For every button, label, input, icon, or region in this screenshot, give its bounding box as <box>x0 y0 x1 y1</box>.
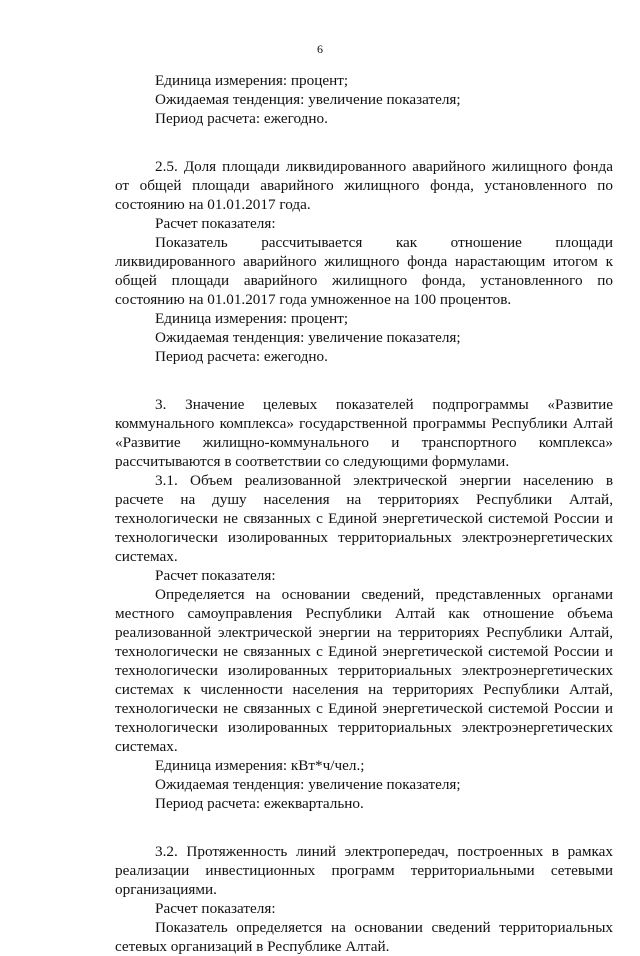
section-2-5-calc-label: Расчет показателя: <box>155 215 276 232</box>
section-3-2-calc-text: Показатель определяется на основании сведений территориальных сетевых организаций в Республике Алтай. <box>115 919 613 955</box>
period-line: Период расчета: ежегодно. <box>155 110 328 127</box>
unit-line: Единица измерения: процент; <box>155 72 349 89</box>
page-number: 6 <box>317 42 323 56</box>
section-3-2-calc-label: Расчет показателя: <box>155 900 276 917</box>
section-3-1-period: Период расчета: ежеквартально. <box>155 795 364 812</box>
section-2-5-trend: Ожидаемая тенденция: увеличение показателя; <box>155 329 461 346</box>
section-2-5-calc-text: Показатель рассчитывается как отношение площади ликвидированного аварийного жилищного фонда нарастающим итогом к общей площади аварийного жилищного фонда, установленного по состоянию на 01.01.2017 года умноженное на 100 процентов. <box>115 234 613 308</box>
section-3-1-heading: 3.1. Объем реализованной электрической энергии населению в расчете на душу населения на территориях Республики Алтай, технологически не связанных с Единой энергетической системой России и технологически изолированных территориальных электроэнергетических системах. <box>115 472 613 565</box>
trend-line: Ожидаемая тенденция: увеличение показателя; <box>155 91 461 108</box>
section-3-intro: 3. Значение целевых показателей подпрограммы «Развитие коммунального комплекса» государственной программы Республики Алтай «Развитие жилищно-коммунального и транспортного комплекса» рассчитываются в соответствии со следующими формулами. <box>115 396 613 470</box>
section-2-5-period: Период расчета: ежегодно. <box>155 348 328 365</box>
section-3-1-trend: Ожидаемая тенденция: увеличение показателя; <box>155 776 461 793</box>
section-2-5-heading: 2.5. Доля площади ликвидированного аварийного жилищного фонда от общей площади аварийного жилищного фонда, установленного по состоянию на 01.01.2017 года. <box>115 158 613 213</box>
section-3-1-calc-label: Расчет показателя: <box>155 567 276 584</box>
section-3-1-unit: Единица измерения: кВт*ч/чел.; <box>155 757 365 774</box>
document-body <box>115 71 613 956</box>
section-2-5-unit: Единица измерения: процент; <box>155 310 349 327</box>
section-3-1-calc-text: Определяется на основании сведений, представленных органами местного самоуправления Республики Алтай как отношение объема реализованной электрической энергии на территориях Республики Алтай, технологически не связанных с Единой энергетической системой России и технологически изолированных территориальных электроэнергетических системах к численности населения на территориях Республики Алтай, технологически не связанных с Единой энергетической системой России и технологически изолированных территориальных электроэнергетических системах. <box>115 586 613 755</box>
section-3-2-heading: 3.2. Протяженность линий электропередач, построенных в рамках реализации инвестиционных программ территориальными сетевыми организациями. <box>115 843 613 898</box>
